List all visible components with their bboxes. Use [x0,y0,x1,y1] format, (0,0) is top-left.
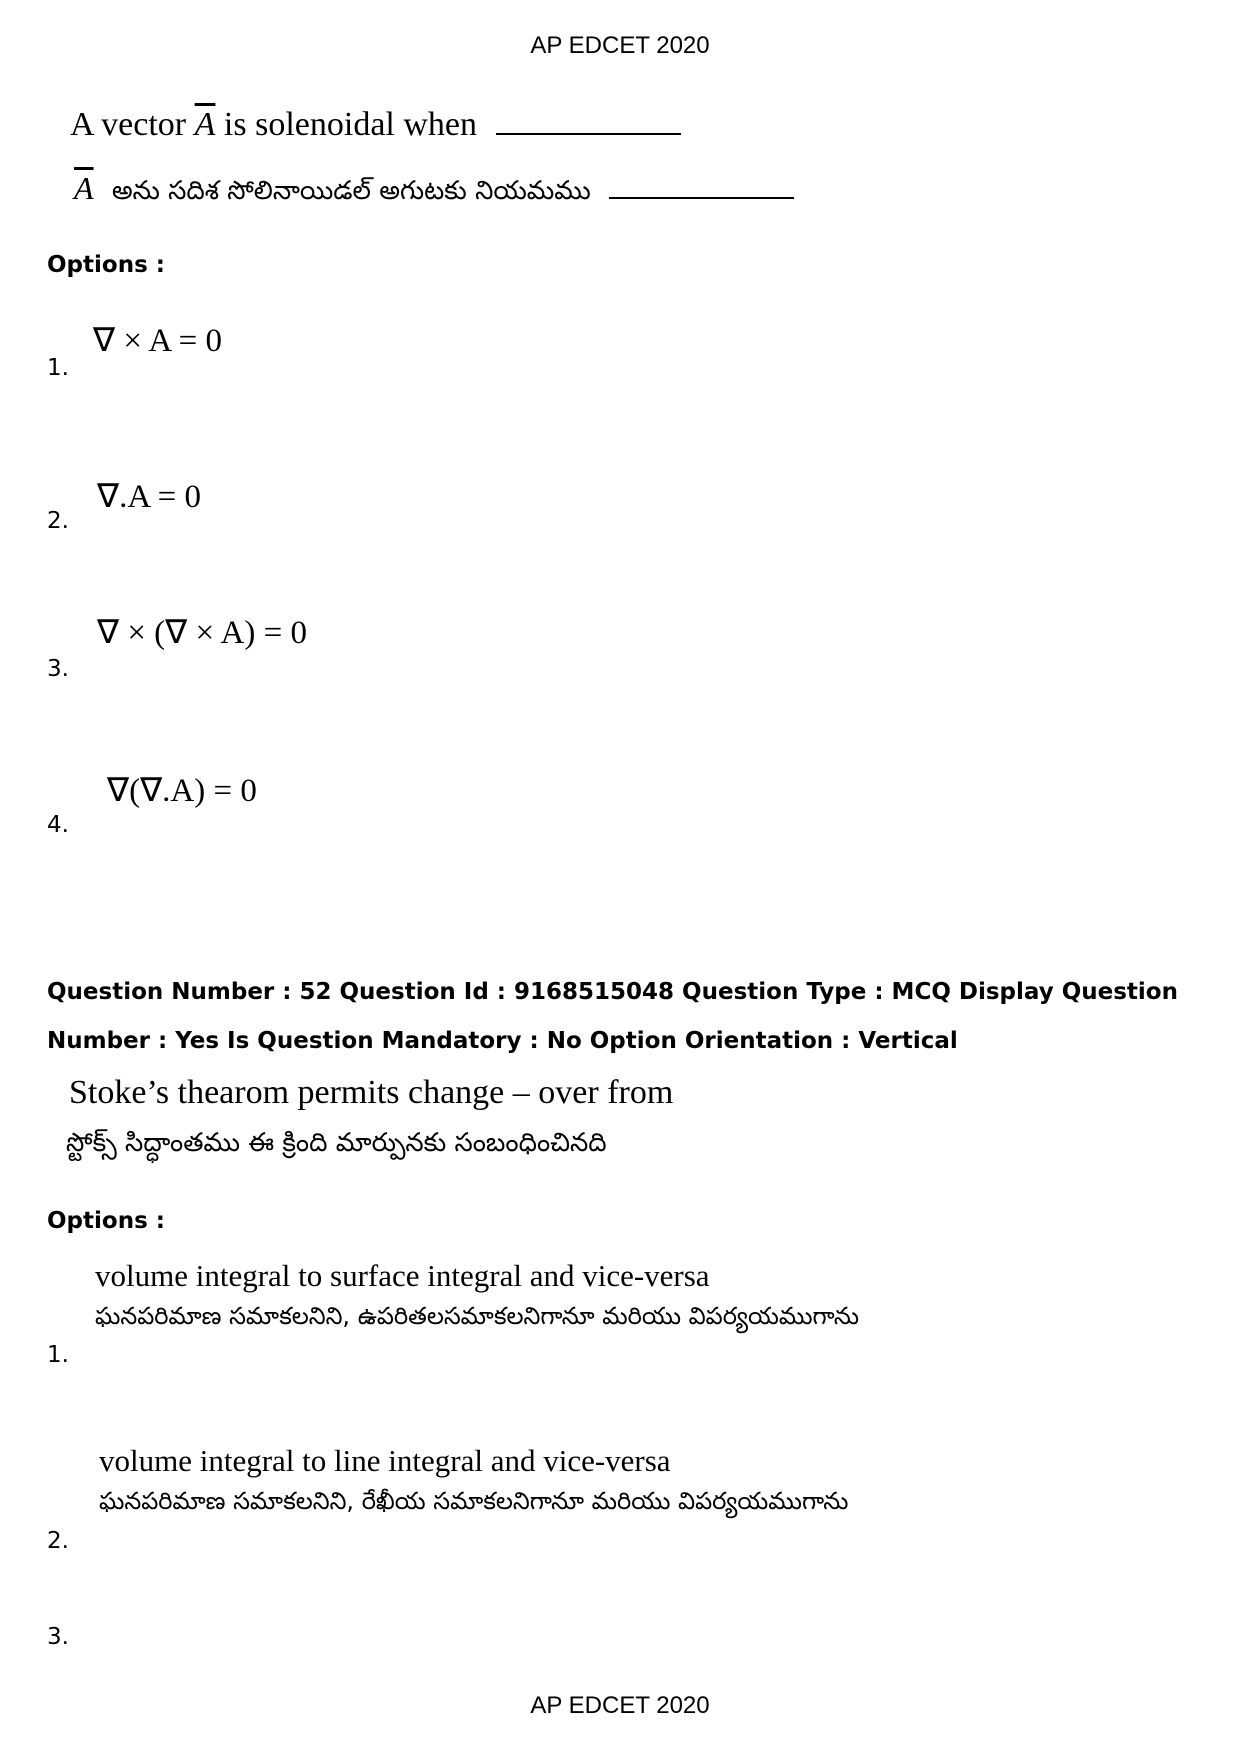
option-number: 1. [47,355,69,381]
question-52-meta [47,968,1197,1066]
answer-blank [496,133,681,135]
question-51-text-te [74,170,794,212]
option-number: 1. [47,1342,69,1368]
option-2[interactable] [99,1443,848,1521]
option-number: 2. [47,1528,69,1554]
vector-symbol-te: $\overline{A}$ [74,170,94,206]
option-1[interactable] [95,1258,859,1336]
option-formula-1[interactable]: ∇ × A = 0 [93,323,222,359]
question-text-post: is solenoidal when [223,106,477,143]
question-meta-line-2: Number : Yes Is Question Mandatory : No Option Orientation : Vertical [47,1028,958,1054]
option-text-en: volume integral to line integral and vice-versa [99,1443,671,1478]
option-formula-2[interactable]: ∇.A = 0 [97,479,201,515]
answer-blank-te [609,197,794,199]
options-label: Options : [47,1208,165,1234]
option-number: 3. [47,1624,69,1650]
page-header: AP EDCET 2020 [530,32,710,59]
vector-symbol: $\overline{A}$ [194,106,216,143]
option-text-te: ఘనపరిమాణ సమాకలనిని, రేఖీయ సమాకలనిగానూ మరియు విపర్యయముగాను [99,1487,849,1515]
question-52-text-en: Stoke’s thearom permits change – over from [69,1074,674,1111]
question-text-telugu: అను సదిశ సోలినాయిడల్ అగుటకు నియమము [111,176,591,206]
question-51-text-en [70,106,681,144]
option-number: 2. [47,508,69,534]
options-label: Options : [47,252,165,278]
page-footer: AP EDCET 2020 [530,1692,710,1719]
option-text-en: volume integral to surface integral and vice-versa [95,1258,710,1293]
option-formula-4[interactable]: ∇(∇.A) = 0 [107,773,257,809]
option-formula-3[interactable]: ∇ × (∇ × A) = 0 [97,615,307,651]
option-number: 3. [47,656,69,682]
question-text-pre: A vector [70,106,187,143]
question-52-text-te: స్టోక్స్ సిద్ధాంతము ఈ క్రింది మార్పునకు సంబంధించినది [66,1128,607,1158]
question-meta-line-1: Question Number : 52 Question Id : 9168515048 Question Type : MCQ Display Question [47,979,1178,1005]
option-number: 4. [47,812,69,838]
option-text-te: ఘనపరిమాణ సమాకలనిని, ఉపరితలసమాకలనిగానూ మరియు విపర్యయముగాను [95,1302,860,1330]
